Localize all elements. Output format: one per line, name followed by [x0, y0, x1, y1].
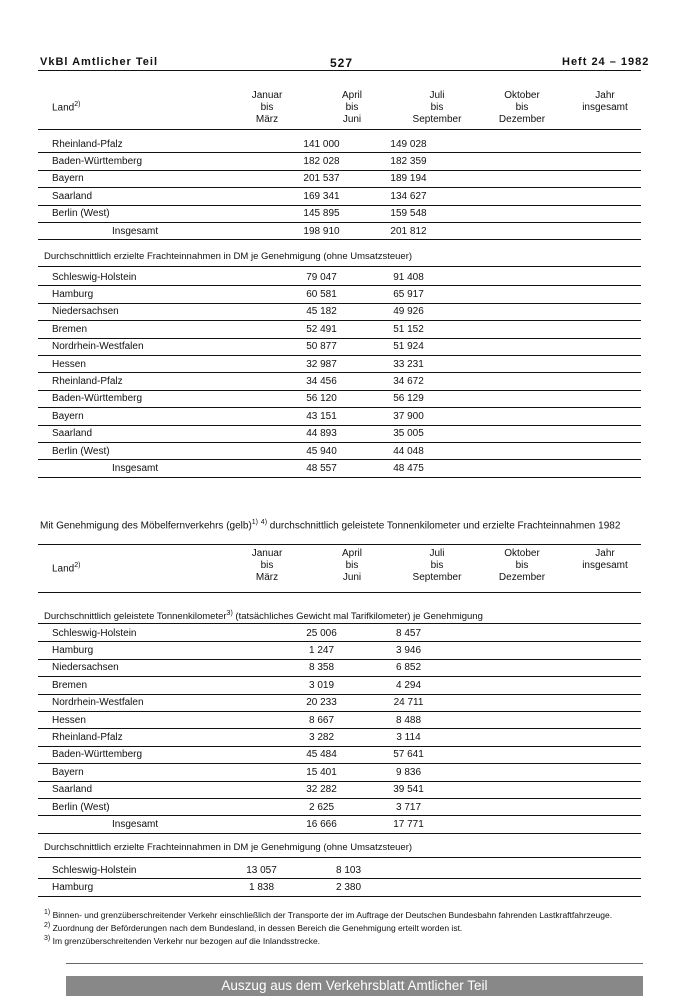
q3-value — [452, 642, 539, 659]
q3-value — [452, 373, 539, 390]
col-year-header-2: Jahr insgesamt — [582, 548, 628, 571]
q2-value: 48 475 — [365, 460, 452, 477]
section-title-revenue-1: Durchschnittlich erzielte Frachteinnahmen in DM je Genehmigung (ohne Umsatzsteuer) — [44, 251, 413, 262]
col-q3-header: Juli bis September — [412, 90, 462, 125]
q4-value — [539, 373, 626, 390]
table-row — [38, 781, 641, 798]
footer-banner: Auszug aus dem Verkehrsblatt Amtlicher Teil — [66, 976, 643, 996]
part2-title: Mit Genehmigung des Möbelfernverkehrs (gelb)$^{1)}$ $^{4)}$ durchschnittlich geleistete Tonnenkilometer und erzielte Frachteinnahmen 1982 — [40, 519, 621, 532]
section-rule — [38, 266, 641, 267]
q2-value: 39 541 — [365, 781, 452, 798]
q1-value: 13 057 — [218, 862, 305, 879]
q3-value — [452, 729, 539, 746]
q4-value — [539, 694, 626, 711]
q2-value: 6 852 — [365, 659, 452, 676]
q3-value — [452, 442, 539, 459]
table-row — [38, 694, 641, 711]
land-cell: Rheinland-Pfalz — [38, 136, 278, 153]
q2-value: 134 627 — [365, 188, 452, 205]
q4-value — [539, 625, 626, 642]
q1-value: 32 282 — [278, 781, 365, 798]
q1-value: 60 581 — [278, 286, 365, 303]
year-value — [626, 321, 641, 338]
q3-value — [452, 205, 539, 222]
footnote-3: $^{3)}$ Im grenzüberschreitenden Verkehr nur bezogen auf die Inlandsstrecke. — [44, 935, 321, 946]
q3-value — [452, 153, 539, 170]
q1-value: 79 047 — [278, 269, 365, 286]
year-value — [626, 205, 641, 222]
q1-value: 56 120 — [278, 390, 365, 407]
q2-value: 3 114 — [365, 729, 452, 746]
q4-value — [479, 879, 566, 896]
table-row — [38, 764, 641, 781]
q2-value: 33 231 — [365, 355, 452, 372]
land-cell: Saarland — [38, 425, 278, 442]
year-value — [566, 862, 641, 879]
q4-value — [539, 153, 626, 170]
q3-value — [452, 625, 539, 642]
q2-value: 3 946 — [365, 642, 452, 659]
year-value — [626, 136, 641, 153]
q2-value: 4 294 — [365, 677, 452, 694]
q1-value: 34 456 — [278, 373, 365, 390]
q1-value: 15 401 — [278, 764, 365, 781]
table-row — [38, 205, 641, 222]
table-row — [38, 303, 641, 320]
q4-value — [539, 425, 626, 442]
part2-header-rule — [38, 544, 641, 545]
q1-value: 45 182 — [278, 303, 365, 320]
q3-value — [452, 321, 539, 338]
q2-value: 201 812 — [365, 222, 452, 239]
q3-value — [452, 659, 539, 676]
table-tonnage-continued — [38, 136, 641, 240]
q4-value — [539, 711, 626, 728]
year-value — [626, 781, 641, 798]
q2-value: 8 103 — [305, 862, 392, 879]
header-rule — [38, 70, 641, 71]
q4-value — [539, 269, 626, 286]
q2-value: 17 771 — [365, 816, 452, 833]
year-value — [626, 625, 641, 642]
table-row — [38, 188, 641, 205]
q3-value — [452, 746, 539, 763]
land-cell: Hamburg — [38, 879, 218, 896]
table-row — [38, 355, 641, 372]
q3-value — [452, 222, 539, 239]
q4-value — [539, 659, 626, 676]
q1-value: 16 666 — [278, 816, 365, 833]
land-cell: Nordrhein-Westfalen — [38, 338, 278, 355]
q4-value — [539, 642, 626, 659]
q2-value: 35 005 — [365, 425, 452, 442]
col-q4-header: Oktober bis Dezember — [498, 90, 546, 125]
q3-value — [452, 425, 539, 442]
table-row — [38, 269, 641, 286]
land-cell: Bremen — [38, 677, 278, 694]
col-q4-header-2: Oktober bis Dezember — [498, 548, 546, 583]
land-cell: Berlin (West) — [38, 798, 278, 815]
q1-value: 3 282 — [278, 729, 365, 746]
q2-value: 57 641 — [365, 746, 452, 763]
land-cell: Hamburg — [38, 286, 278, 303]
q1-value: 145 895 — [278, 205, 365, 222]
table-row — [38, 373, 641, 390]
table-row — [38, 425, 641, 442]
col-q1-header-2: Januar bis März — [251, 548, 283, 583]
banner-rule — [66, 963, 643, 964]
col-q1-header: Januar bis März — [251, 90, 283, 125]
q2-value: 182 359 — [365, 153, 452, 170]
q2-value: 8 488 — [365, 711, 452, 728]
table-row — [38, 642, 641, 659]
q1-value: 44 893 — [278, 425, 365, 442]
year-value — [626, 798, 641, 815]
q4-value — [539, 746, 626, 763]
q4-value — [539, 677, 626, 694]
table-row — [38, 170, 641, 187]
table-row — [38, 711, 641, 728]
table-row — [38, 153, 641, 170]
q2-value: 3 717 — [365, 798, 452, 815]
q4-value — [539, 390, 626, 407]
q2-value: 51 152 — [365, 321, 452, 338]
q1-value: 8 358 — [278, 659, 365, 676]
year-value — [626, 460, 641, 477]
q3-value — [452, 170, 539, 187]
q4-value — [539, 188, 626, 205]
table-row — [38, 677, 641, 694]
table-row — [38, 879, 641, 896]
q2-value: 9 836 — [365, 764, 452, 781]
land-cell: Bayern — [38, 408, 278, 425]
q1-value: 1 247 — [278, 642, 365, 659]
table-row — [38, 862, 641, 879]
q3-value — [452, 136, 539, 153]
q3-value — [452, 188, 539, 205]
q2-value: 8 457 — [365, 625, 452, 642]
table-tonnage-2 — [38, 625, 641, 834]
land-cell: Bayern — [38, 764, 278, 781]
year-value — [626, 170, 641, 187]
year-value — [626, 269, 641, 286]
year-value — [626, 729, 641, 746]
q1-value: 45 940 — [278, 442, 365, 459]
q2-value: 159 548 — [365, 205, 452, 222]
land-cell: Berlin (West) — [38, 205, 278, 222]
running-header-right: Heft 24 – 1982 — [562, 56, 650, 68]
year-value — [626, 303, 641, 320]
running-header-left: VkBl Amtlicher Teil — [40, 56, 159, 68]
year-value — [626, 642, 641, 659]
year-value — [626, 390, 641, 407]
q1-value: 20 233 — [278, 694, 365, 711]
q2-value: 56 129 — [365, 390, 452, 407]
q2-value: 37 900 — [365, 408, 452, 425]
q1-value: 198 910 — [278, 222, 365, 239]
q1-value: 32 987 — [278, 355, 365, 372]
table-row — [38, 746, 641, 763]
land-cell: Nordrhein-Westfalen — [38, 694, 278, 711]
q1-value: 45 484 — [278, 746, 365, 763]
q3-value — [452, 390, 539, 407]
q1-value: 48 557 — [278, 460, 365, 477]
year-value — [626, 746, 641, 763]
q1-value: 8 667 — [278, 711, 365, 728]
year-value — [626, 153, 641, 170]
land-cell: Insgesamt — [38, 222, 278, 239]
q4-value — [539, 338, 626, 355]
q1-value: 50 877 — [278, 338, 365, 355]
year-value — [626, 425, 641, 442]
q2-value: 91 408 — [365, 269, 452, 286]
total-row — [38, 222, 641, 239]
q2-value: 49 926 — [365, 303, 452, 320]
q1-value: 141 000 — [278, 136, 365, 153]
land-cell: Niedersachsen — [38, 303, 278, 320]
land-cell: Baden-Württemberg — [38, 390, 278, 407]
land-cell: Insgesamt — [38, 816, 278, 833]
q3-value — [452, 286, 539, 303]
q3-value — [392, 862, 479, 879]
land-cell: Baden-Württemberg — [38, 746, 278, 763]
q1-value: 43 151 — [278, 408, 365, 425]
q4-value — [539, 442, 626, 459]
q1-value: 182 028 — [278, 153, 365, 170]
table-row — [38, 390, 641, 407]
q1-value: 3 019 — [278, 677, 365, 694]
land-cell: Hessen — [38, 711, 278, 728]
q3-value — [452, 781, 539, 798]
table-row — [38, 798, 641, 815]
year-value — [626, 659, 641, 676]
table-row — [38, 625, 641, 642]
year-value — [626, 286, 641, 303]
q2-value: 51 924 — [365, 338, 452, 355]
q4-value — [539, 205, 626, 222]
q1-value: 25 006 — [278, 625, 365, 642]
q2-value: 189 194 — [365, 170, 452, 187]
q1-value: 201 537 — [278, 170, 365, 187]
table-row — [38, 321, 641, 338]
q4-value — [539, 136, 626, 153]
year-value — [626, 677, 641, 694]
q1-value: 169 341 — [278, 188, 365, 205]
q3-value — [452, 711, 539, 728]
table-row — [38, 659, 641, 676]
land-cell: Berlin (West) — [38, 442, 278, 459]
col-year-header: Jahr insgesamt — [582, 90, 628, 113]
q2-value: 65 917 — [365, 286, 452, 303]
q4-value — [539, 222, 626, 239]
q1-value: 1 838 — [218, 879, 305, 896]
q3-value — [452, 677, 539, 694]
section-title-revenue-2: Durchschnittlich erzielte Frachteinnahmen in DM je Genehmigung (ohne Umsatzsteuer) — [44, 842, 413, 853]
q4-value — [479, 862, 566, 879]
q2-value: 2 380 — [305, 879, 392, 896]
year-value — [626, 355, 641, 372]
q4-value — [539, 781, 626, 798]
q3-value — [452, 694, 539, 711]
land-cell: Rheinland-Pfalz — [38, 729, 278, 746]
section-rule-3 — [38, 857, 641, 858]
q4-value — [539, 286, 626, 303]
table-row — [38, 408, 641, 425]
total-row — [38, 460, 641, 477]
q4-value — [539, 303, 626, 320]
land-cell: Insgesamt — [38, 460, 278, 477]
q2-value: 24 711 — [365, 694, 452, 711]
year-value — [626, 711, 641, 728]
table-row — [38, 338, 641, 355]
land-cell: Saarland — [38, 781, 278, 798]
table-revenue-1 — [38, 269, 641, 478]
q3-value — [452, 338, 539, 355]
table-row — [38, 136, 641, 153]
year-value — [626, 764, 641, 781]
q1-value: 52 491 — [278, 321, 365, 338]
land-cell: Rheinland-Pfalz — [38, 373, 278, 390]
q3-value — [452, 798, 539, 815]
q3-value — [452, 764, 539, 781]
year-value — [626, 816, 641, 833]
q3-value — [452, 816, 539, 833]
year-value — [626, 188, 641, 205]
q2-value: 149 028 — [365, 136, 452, 153]
section-rule-2 — [38, 623, 641, 624]
col-q2-header: April bis Juni — [341, 90, 362, 125]
q3-value — [452, 269, 539, 286]
q2-value: 34 672 — [365, 373, 452, 390]
year-value — [626, 222, 641, 239]
q3-value — [452, 408, 539, 425]
land-cell: Hamburg — [38, 642, 278, 659]
q3-value — [392, 879, 479, 896]
q4-value — [539, 408, 626, 425]
land-cell: Bremen — [38, 321, 278, 338]
q3-value — [452, 460, 539, 477]
footnote-1: $^{1)}$ Binnen- und grenzüberschreitender Verkehr einschließlich der Transporte der im Auftrage der Deutschen Bundesbahn fahrenden Lastkraftfahrzeuge. — [44, 909, 613, 920]
table-revenue-2 — [38, 862, 641, 897]
q4-value — [539, 729, 626, 746]
year-value — [626, 373, 641, 390]
year-value — [626, 694, 641, 711]
q3-value — [452, 355, 539, 372]
section-title-tonnage-2: Durchschnittlich geleistete Tonnenkilometer$^{3)}$ (tatsächliches Gewicht mal Tarifkilometer) je Genehmigung — [44, 610, 483, 623]
land-cell: Niedersachsen — [38, 659, 278, 676]
year-value — [626, 338, 641, 355]
column-header-rule-2 — [38, 592, 641, 593]
land-column-header: Land$^{2)}$ — [52, 101, 81, 114]
land-cell: Schleswig-Holstein — [38, 269, 278, 286]
year-value — [566, 879, 641, 896]
q4-value — [539, 170, 626, 187]
land-cell: Saarland — [38, 188, 278, 205]
land-cell: Schleswig-Holstein — [38, 625, 278, 642]
land-cell: Hessen — [38, 355, 278, 372]
col-q3-header-2: Juli bis September — [412, 548, 462, 583]
q1-value: 2 625 — [278, 798, 365, 815]
page-number: 527 — [330, 56, 354, 70]
table-row — [38, 442, 641, 459]
land-cell: Bayern — [38, 170, 278, 187]
table-row — [38, 286, 641, 303]
land-column-header-2: Land$^{2)}$ — [52, 562, 81, 575]
col-q2-header-2: April bis Juni — [341, 548, 362, 583]
q4-value — [539, 816, 626, 833]
year-value — [626, 442, 641, 459]
q4-value — [539, 460, 626, 477]
q2-value: 44 048 — [365, 442, 452, 459]
column-header-rule — [38, 129, 641, 130]
q3-value — [452, 303, 539, 320]
total-row — [38, 816, 641, 833]
q4-value — [539, 798, 626, 815]
land-cell: Schleswig-Holstein — [38, 862, 218, 879]
year-value — [626, 408, 641, 425]
footnote-2: $^{2)}$ Zuordnung der Beförderungen nach dem Bundesland, in dessen Bereich die Genehmigung erteilt worden ist. — [44, 922, 463, 933]
q4-value — [539, 355, 626, 372]
land-cell: Baden-Württemberg — [38, 153, 278, 170]
q4-value — [539, 321, 626, 338]
table-row — [38, 729, 641, 746]
q4-value — [539, 764, 626, 781]
